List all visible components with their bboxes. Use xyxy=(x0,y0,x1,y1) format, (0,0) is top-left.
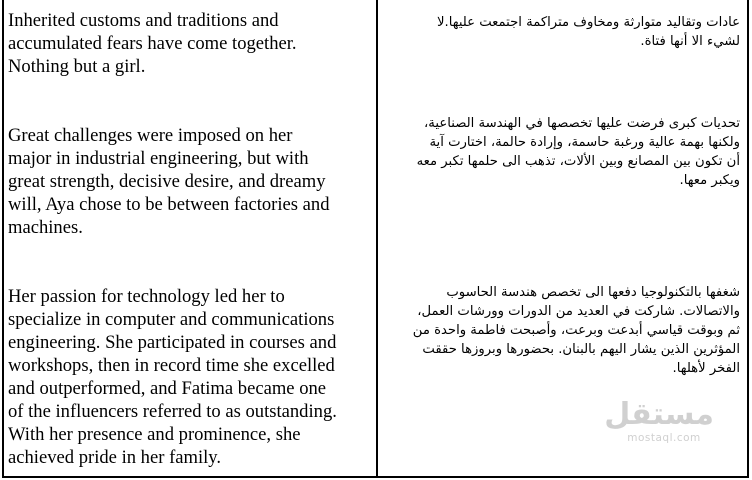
row-3-english-line: of the influencers referred to as outstanding. xyxy=(8,401,337,422)
row-3-arabic-line: شغفها بالتكنولوجيا دفعها الى تخصص هندسة الحاسوب xyxy=(446,285,740,300)
row-3-english-line: achieved pride in her family. xyxy=(8,447,222,468)
column-divider xyxy=(376,0,378,476)
row-1-english-line: Nothing but a girl. xyxy=(8,56,146,77)
row-3-arabic-line: ثم وبوقت قياسي أبدعت وبرعت، وأصبحت فاطمة واحدة من xyxy=(412,323,740,338)
row-3-arabic-line: الفخر لأهلها. xyxy=(672,361,740,376)
row-3-english-line: specialize in computer and communications xyxy=(8,309,335,330)
row-3-english-line: workshops, then in record time she excelled xyxy=(8,355,335,376)
row-2-english-cell xyxy=(8,124,370,239)
row-1-arabic-line: عادات وتقاليد متوارثة ومخاوف متراكمة اجتمعت عليها.لا xyxy=(437,15,740,30)
row-3-english-line: Her passion for technology led her to xyxy=(8,286,285,307)
row-2-english-line: will, Aya chose to be between factories and xyxy=(8,194,330,215)
row-2-english-line: major in industrial engineering, but with xyxy=(8,148,309,169)
row-3-english-cell xyxy=(8,285,370,469)
row-1-arabic-cell xyxy=(378,13,740,51)
row-2-english-line: Great challenges were imposed on her xyxy=(8,125,293,146)
watermark-logo: مستقل xyxy=(604,397,714,432)
watermark-site: mostaql.com xyxy=(627,432,701,444)
row-1-english-line: Inherited customs and traditions and xyxy=(8,10,279,31)
row-3-english-line: and outperformed, and Fatima became one xyxy=(8,378,327,399)
row-2-arabic-cell xyxy=(378,114,740,190)
row-3-arabic-line: المؤثرين الذين يشار اليهم بالبنان. بحضورها وبروزها حققت xyxy=(422,342,740,357)
row-3-english-line: With her presence and prominence, she xyxy=(8,424,301,445)
row-2-english-line: great strength, decisive desire, and dreamy xyxy=(8,171,326,192)
row-3-arabic-cell xyxy=(378,283,740,378)
row-1-arabic-line: لشيء الا أنها فتاة. xyxy=(640,34,740,49)
row-1-english-line: accumulated fears have come together. xyxy=(8,33,297,54)
row-3-english-line: engineering. She participated in courses and xyxy=(8,332,337,353)
row-2-arabic-line: ويكبر معها. xyxy=(679,173,740,188)
row-2-arabic-line: تحديات كبرى فرضت عليها تخصصها في الهندسة الصناعية، xyxy=(424,116,740,131)
row-2-arabic-line: ولكنها بهمة عالية ورغبة حاسمة، وإرادة حالمة، اختارت آية xyxy=(429,135,740,150)
row-3-arabic-line: والاتصالات. شاركت في العديد من الدورات وورشات العمل، xyxy=(417,304,740,319)
row-2-arabic-line: أن تكون بين المصانع وبين الألات، تذهب الى حلمها تكبر معه xyxy=(416,154,740,169)
row-2-english-line: machines. xyxy=(8,217,83,238)
row-1-english-cell xyxy=(8,9,370,78)
